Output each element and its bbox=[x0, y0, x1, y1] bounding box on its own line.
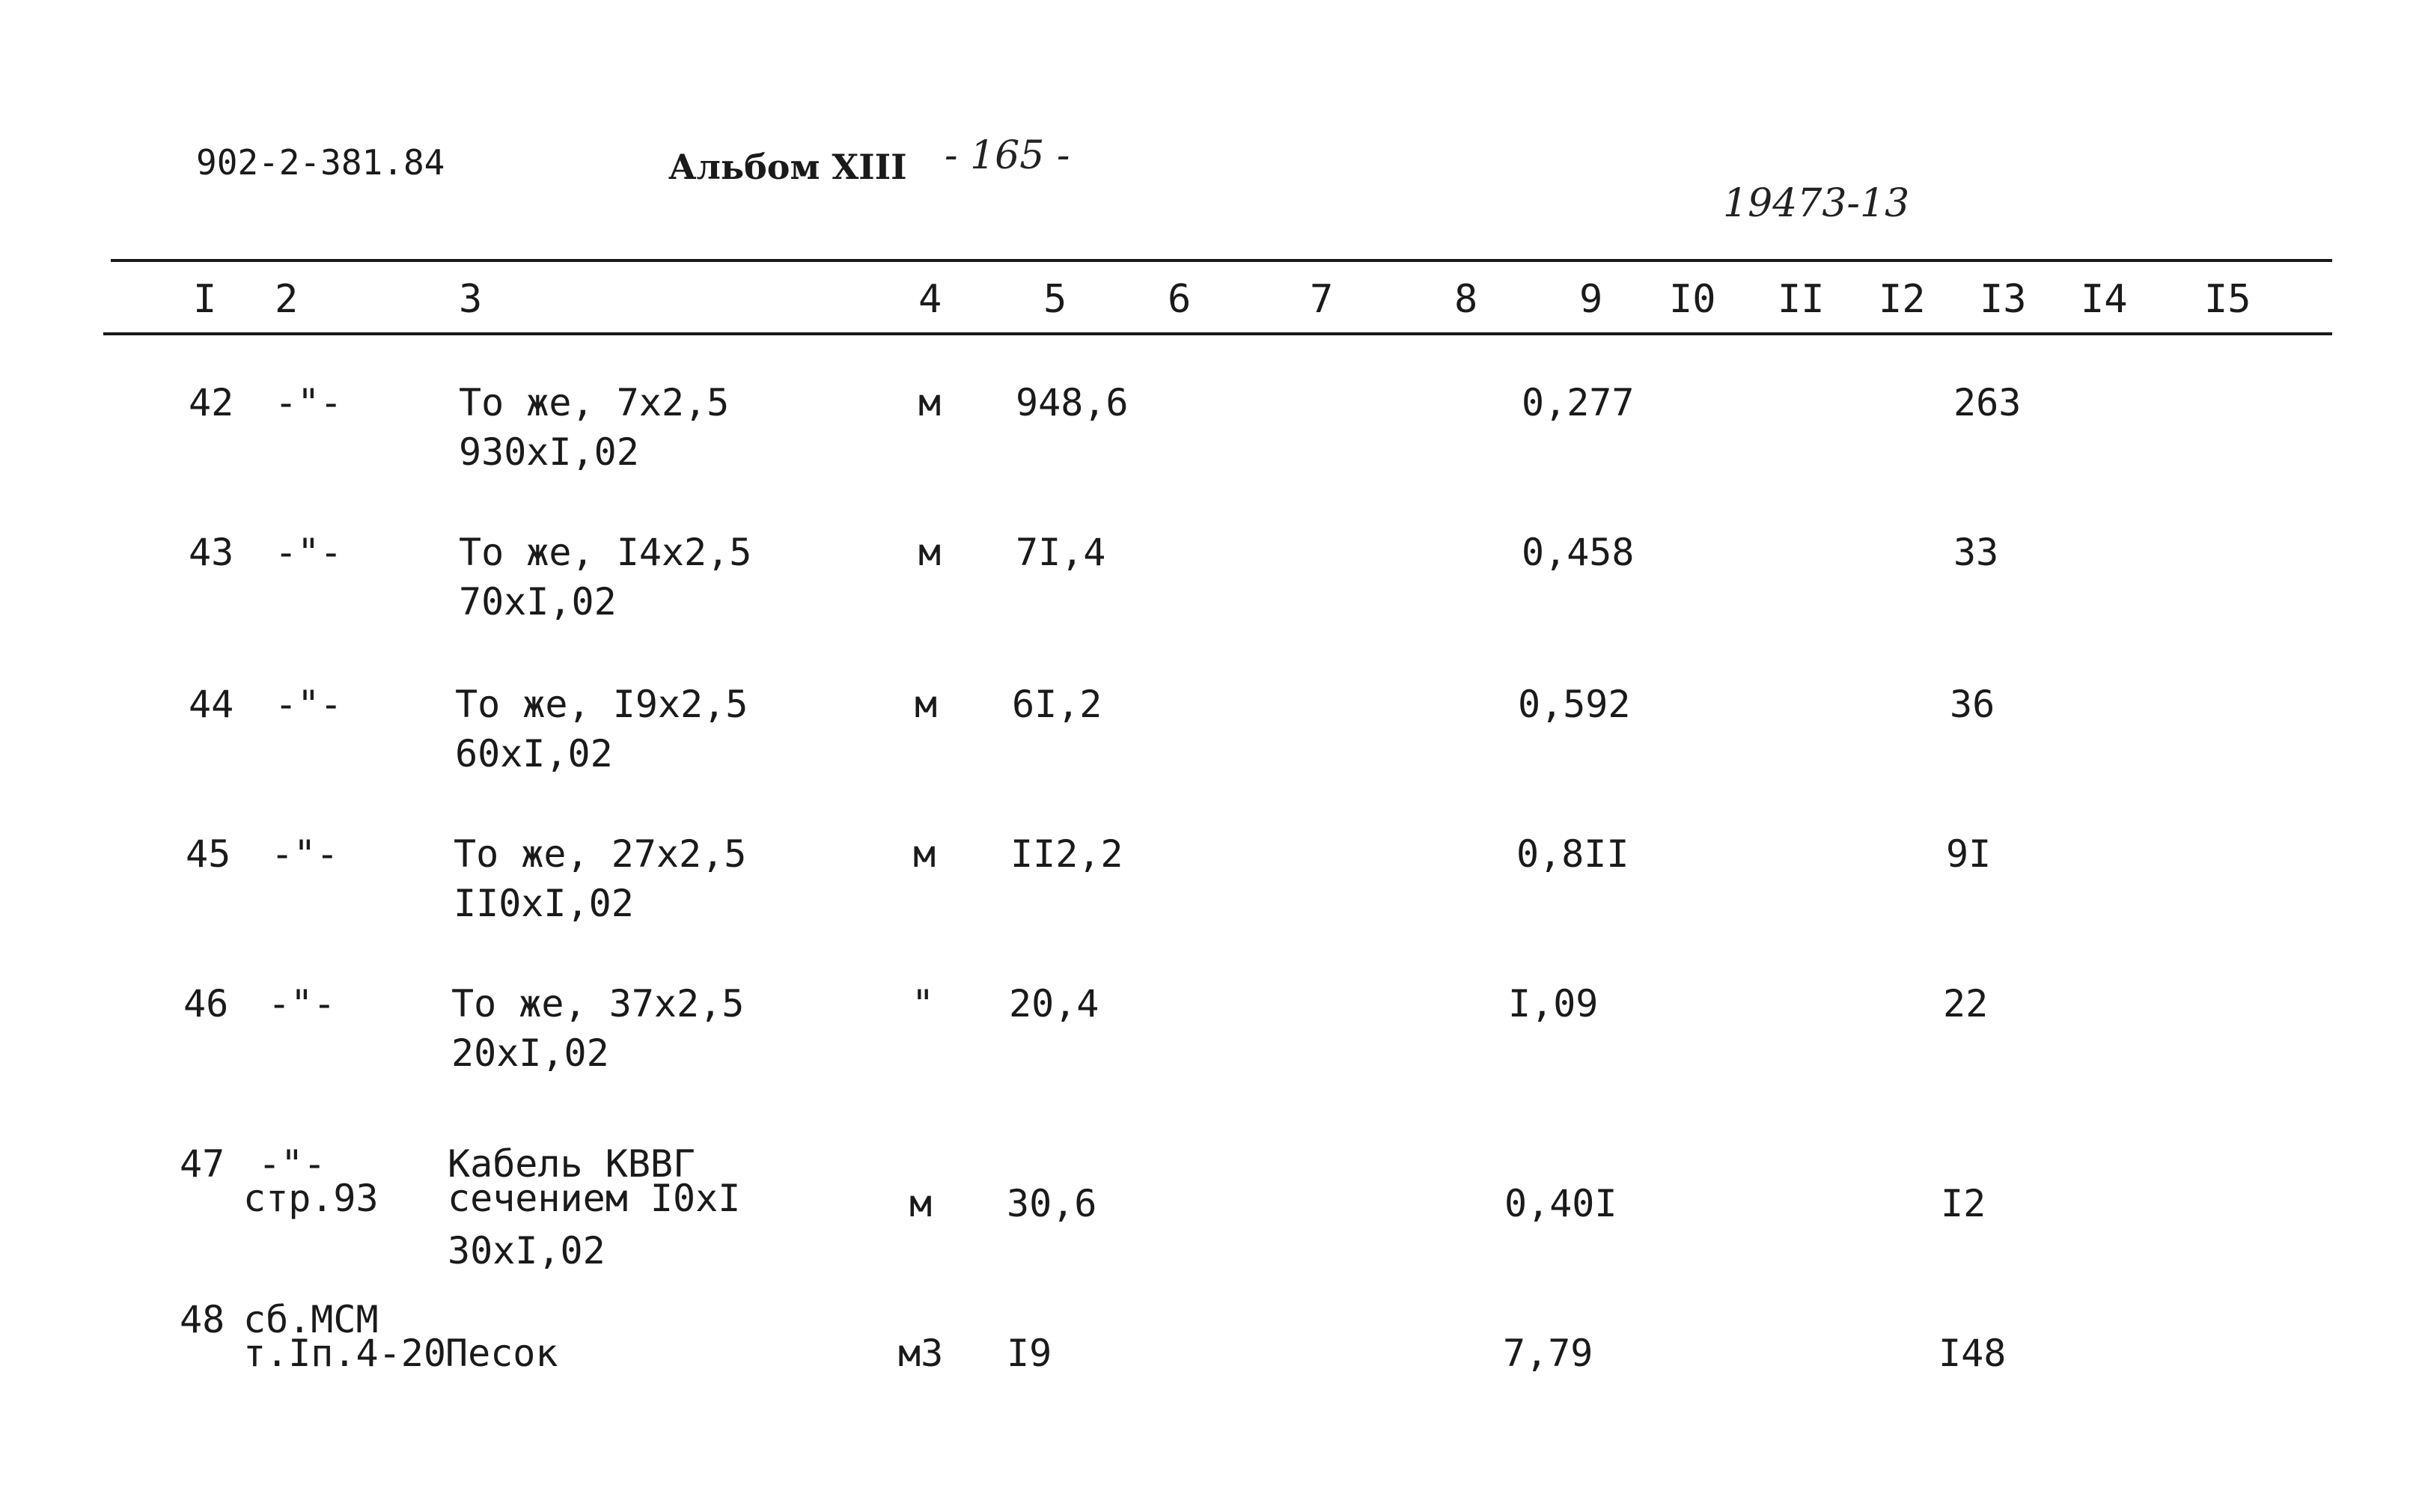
row-description: сечением I0хI bbox=[448, 1177, 741, 1220]
row-reference-page: стр.93 bbox=[243, 1177, 379, 1220]
row-number: 48 bbox=[180, 1298, 225, 1341]
row-total: 33 bbox=[1953, 531, 1999, 574]
row-description: 60хI,02 bbox=[455, 732, 613, 775]
row-description: То же, 7х2,5 bbox=[459, 381, 730, 424]
row-rate: I,09 bbox=[1508, 982, 1599, 1025]
row-description: То же, 27х2,5 bbox=[454, 832, 747, 876]
row-total: I2 bbox=[1941, 1182, 1986, 1225]
handwritten-reference: 19473-13 bbox=[1723, 181, 1910, 226]
row-description: 20хI,02 bbox=[451, 1031, 609, 1075]
row-unit: м3 bbox=[898, 1332, 944, 1375]
row-total: 22 bbox=[1943, 982, 1989, 1025]
row-reference: -"- bbox=[268, 982, 336, 1025]
row-number: 44 bbox=[189, 683, 234, 726]
row-reference: -"- bbox=[258, 1142, 326, 1186]
row-quantity: I9 bbox=[1007, 1332, 1052, 1375]
column-number: I3 bbox=[1980, 277, 2027, 322]
row-description: 930хI,02 bbox=[459, 430, 639, 474]
row-number: 47 bbox=[180, 1142, 225, 1186]
row-description: То же, I9х2,5 bbox=[455, 683, 748, 726]
row-description: Кабель КВВГ bbox=[448, 1142, 696, 1186]
row-unit: м bbox=[909, 1182, 933, 1225]
column-number: I5 bbox=[2204, 277, 2251, 322]
column-number: 3 bbox=[459, 277, 483, 322]
row-number: 43 bbox=[189, 531, 234, 574]
row-reference: сб.МСМ bbox=[243, 1298, 379, 1341]
column-number: 9 bbox=[1579, 277, 1603, 322]
row-rate: 0,592 bbox=[1518, 683, 1631, 726]
row-quantity: 948,6 bbox=[1016, 381, 1129, 424]
row-unit: " bbox=[912, 982, 935, 1025]
header-bottom-rule bbox=[103, 332, 2332, 335]
row-quantity: 7I,4 bbox=[1016, 531, 1106, 574]
row-quantity: 30,6 bbox=[1007, 1182, 1097, 1225]
row-reference: -"- bbox=[271, 832, 339, 876]
row-reference-page: т.Iп.4-20 bbox=[243, 1332, 446, 1375]
row-quantity: 6I,2 bbox=[1012, 683, 1102, 726]
row-number: 45 bbox=[186, 832, 231, 876]
row-description: II0хI,02 bbox=[454, 882, 634, 925]
top-rule bbox=[111, 259, 2332, 262]
row-total: 36 bbox=[1950, 683, 1995, 726]
column-number: 5 bbox=[1043, 277, 1067, 322]
row-number: 42 bbox=[189, 381, 234, 424]
column-number: 2 bbox=[275, 277, 299, 322]
row-rate: 0,40I bbox=[1504, 1182, 1617, 1225]
column-number: II bbox=[1778, 277, 1825, 322]
row-reference: -"- bbox=[275, 683, 343, 726]
row-reference: -"- bbox=[275, 531, 343, 574]
row-unit: м bbox=[913, 832, 936, 876]
album-label: Альбом XIII bbox=[668, 147, 907, 187]
row-rate: 0,277 bbox=[1522, 381, 1635, 424]
row-rate: 0,458 bbox=[1522, 531, 1635, 574]
row-reference: -"- bbox=[275, 381, 343, 424]
row-description: То же, I4х2,5 bbox=[459, 531, 752, 574]
row-number: 46 bbox=[183, 982, 229, 1025]
row-quantity: II2,2 bbox=[1010, 832, 1123, 876]
row-unit: м bbox=[918, 381, 942, 424]
column-number: I2 bbox=[1879, 277, 1926, 322]
document-code: 902-2-381.84 bbox=[196, 142, 445, 183]
column-number: I0 bbox=[1669, 277, 1716, 322]
column-number: 6 bbox=[1168, 277, 1192, 322]
row-total: 9I bbox=[1946, 832, 1992, 876]
column-number: I bbox=[193, 277, 217, 322]
column-number: 8 bbox=[1454, 277, 1478, 322]
row-description: То же, 37х2,5 bbox=[451, 982, 745, 1025]
row-unit: м bbox=[918, 531, 942, 574]
row-description: 30хI,02 bbox=[448, 1229, 606, 1272]
row-total: 263 bbox=[1953, 381, 2022, 424]
column-number: 4 bbox=[918, 277, 942, 322]
row-total: I48 bbox=[1938, 1332, 2007, 1375]
row-quantity: 20,4 bbox=[1009, 982, 1099, 1025]
row-unit: м bbox=[915, 683, 938, 726]
row-description: Песок bbox=[445, 1332, 558, 1375]
row-rate: 0,8II bbox=[1516, 832, 1629, 876]
row-rate: 7,79 bbox=[1503, 1332, 1593, 1375]
page-number: - 165 - bbox=[945, 133, 1070, 178]
row-description: 70хI,02 bbox=[459, 580, 617, 624]
column-number: I4 bbox=[2081, 277, 2128, 322]
column-number: 7 bbox=[1310, 277, 1334, 322]
